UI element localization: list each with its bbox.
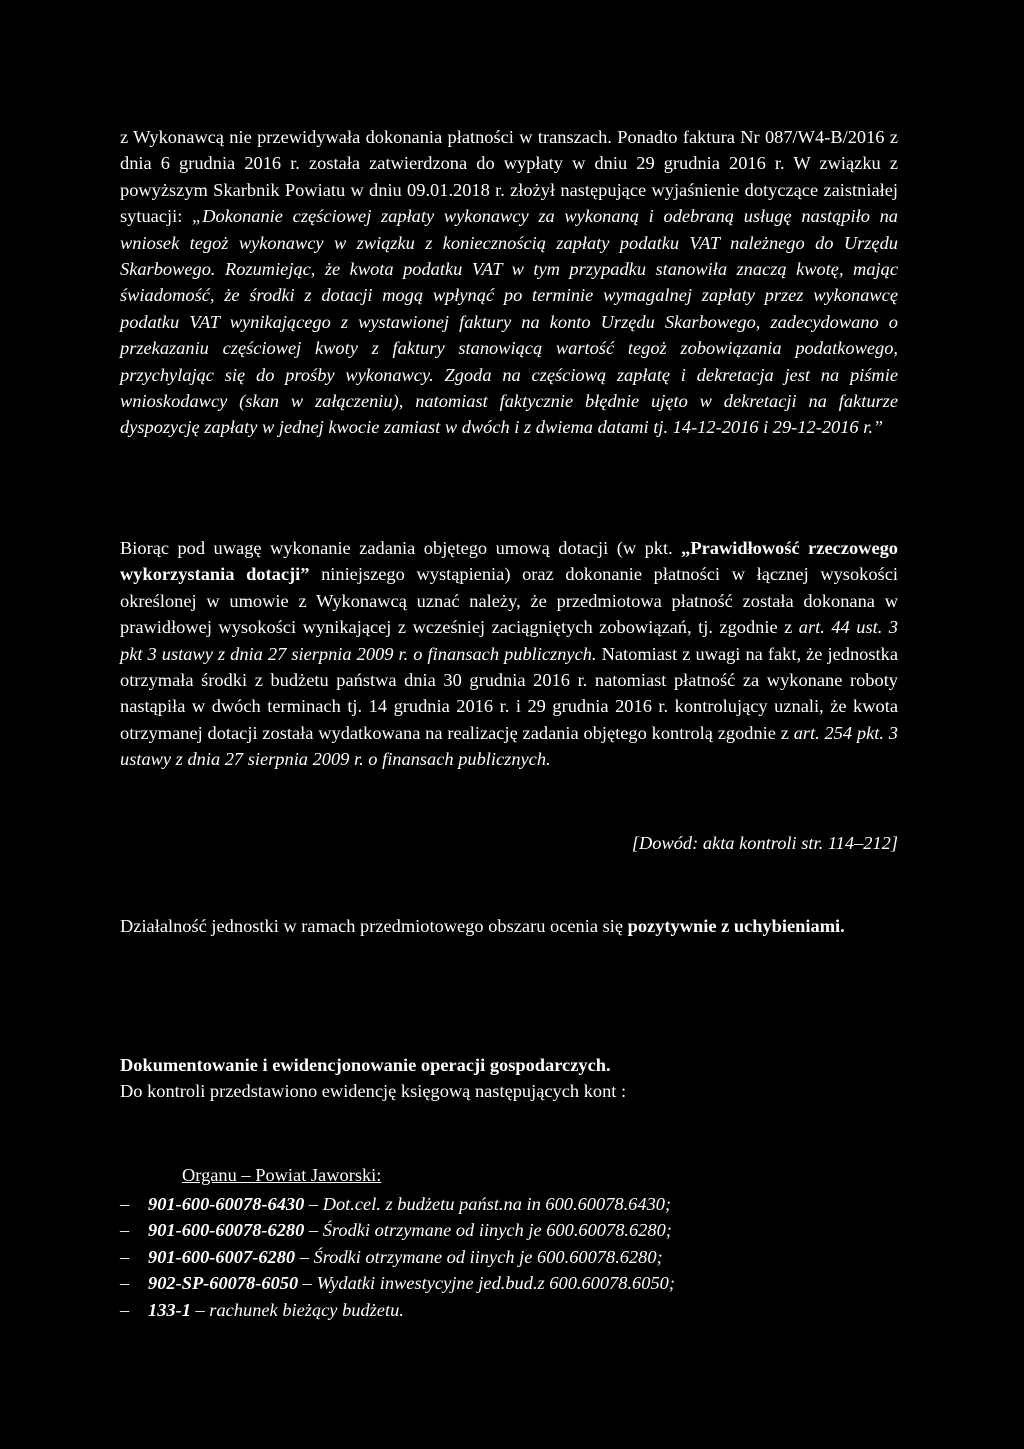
legal-reference: art. 254 pkt. 3 ustawy z dnia 27 sierpnia 2009 r. o finansach publicznych. [120, 722, 898, 770]
list-dash: – [120, 1273, 130, 1294]
quoted-explanation: „Dokonanie częściowej zapłaty wykonawcy za wykonaną i odebraną usługę nastąpiło na wniosek tegoż wykonawcy w związku z koniecznością zapłaty podatku VAT należnego do Urzędu Skarbowego. Rozumiejąc, że kwota podatku VAT w tym przypadku stanowiła znaczą kwotę, mając świadomość, że środki z dotacji mogą wpłynąć po terminie wymagalnej zapłaty przez wykonawcę podatku VAT wynikającego z wystawionej faktury na konto Urzędu Skarbowego, zadecydowano o przekazaniu częściowej kwoty z faktury stanowiącą wartość tegoż zobowiązania podatkowego, przychylając się do prośby wykonawcy. Zgoda na częściową zapłatę i dekretacja jest na piśmie wnioskodawcy (skan w załączeniu), natomiast faktycznie błędnie ujęto w dekretacji na fakturze dyspozycję zapłaty w jednej kwocie zamiast w dwóch i z dwiema datami tj. 14-12-2016 i 29-12-2016 r.” [120, 206, 898, 438]
paragraph-text: Biorąc pod uwagę wykonanie zadania objętego umową dotacji (w pkt. [120, 538, 682, 558]
account-description: – Dot.cel. z budżetu państ.na in 600.60078.6430; [304, 1194, 672, 1214]
list-dash: – [120, 1299, 130, 1320]
account-code: 901-600-60078-6430 [148, 1194, 305, 1214]
account-description: – Środki otrzymane od iinych je 600.60078.6280; [295, 1246, 663, 1267]
assessment-paragraph [120, 913, 898, 939]
list-item [120, 1217, 920, 1243]
assessment-text: Działalność jednostki w ramach przedmiotowego obszaru ocenia się [120, 916, 628, 936]
section-intro: Do kontroli przedstawiono ewidencję księgową następujących kont : [120, 1081, 627, 1102]
list-dash: – [120, 1220, 130, 1241]
paragraph-text: niniejszego wystąpienia) oraz dokonanie płatności w łącznej wysokości określonej w umowie z Wykonawcą uznać należy, że przedmiotowa płatność została dokonana w prawidłowej wysokości wynikającej z wcześniej zaciągniętych zobowiązań, tj. zgodnie z [120, 564, 898, 638]
assessment-result: pozytywnie z uchybieniami [627, 916, 841, 936]
bold-reference: „Prawidłowość rzeczowego wykorzystania dotacji” [120, 538, 898, 585]
assessment-period: . [840, 916, 845, 936]
list-dash: – [120, 1246, 130, 1267]
list-dash: – [120, 1194, 130, 1214]
paragraph-text: z Wykonawcą nie przewidywała dokonania płatności w transzach. Ponadto faktura Nr 087/W4-B/2016 z dnia 6 grudnia 2016 r. została zatwierdzona do wypłaty w dniu 29 grudnia 2016 r. W związku z powyższym Skarbnik Powiatu w dniu 09.01.2018 r. złożył następujące wyjaśnienie dotyczące zaistniałej sytuacji: [120, 127, 898, 227]
account-code: 902-SP-60078-6050 [148, 1273, 299, 1294]
account-description: – Środki otrzymane od iinych je 600.60078.6280; [304, 1220, 672, 1241]
account-code: 901-600-60078-6280 [148, 1220, 305, 1241]
paragraph-explanation [120, 124, 898, 441]
accounts-heading: Organu – Powiat Jaworski: [182, 1165, 382, 1185]
list-item [120, 1191, 920, 1217]
section-block [120, 1052, 898, 1105]
section-title: Dokumentowanie i ewidencjonowanie operacji gospodarczych. [120, 1055, 611, 1075]
list-item [120, 1297, 920, 1323]
accounts-list [120, 1191, 920, 1323]
account-code: 133-1 [148, 1299, 191, 1320]
account-code: 901-600-6007-6280 [148, 1246, 296, 1267]
list-item [120, 1244, 920, 1270]
list-item [120, 1270, 920, 1296]
paragraph-text: Natomiast z uwagi na fakt, że jednostka otrzymała środki z budżetu państwa dnia 30 grudnia 2016 r. natomiast płatność za wykonane roboty nastąpiła w dwóch terminach tj. 14 grudnia 2016 r. i 29 grudnia 2016 r. kontrolujący uznali, że kwota otrzymanej dotacji została wydatkowana na realizację zadania objętego kontrolą zgodnie z [120, 643, 898, 743]
paragraph-conclusion [120, 535, 898, 773]
evidence-note: [Dowód: akta kontroli str. 114–212] [631, 833, 898, 853]
account-description: – Wydatki inwestycyjne jed.bud.z 600.60078.6050; [298, 1273, 675, 1294]
account-description: – rachunek bieżący budżetu. [190, 1299, 404, 1320]
legal-reference: art. 44 ust. 3 pkt 3 ustawy z dnia 27 sierpnia 2009 r. o finansach publicznych. [120, 617, 899, 664]
